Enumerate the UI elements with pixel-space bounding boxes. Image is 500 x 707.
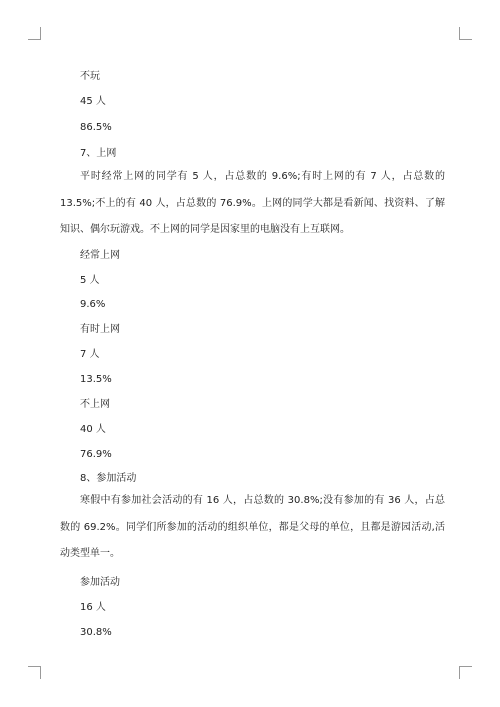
item-percent: 13.5% xyxy=(80,374,112,385)
item-label: 经常上网 xyxy=(80,250,120,261)
item-percent: 76.9% xyxy=(80,449,112,460)
text-line-percent: 86.5% xyxy=(80,122,112,133)
section-8-paragraph: 寒假中有参加社会活动的有 16 人，占总数的 30.8%;没有参加的有 36 人，占总数的 69.2%。同学们所参加的活动的组织单位，都是父母的单位，且都是游园活动,活动类型单一。 xyxy=(60,495,445,559)
section-8-heading: 8、参加活动 xyxy=(80,473,137,484)
text-line-no-play: 不玩 xyxy=(80,71,100,82)
text-line-count: 45 人 xyxy=(80,96,106,107)
item-label: 有时上网 xyxy=(80,324,120,335)
item-count: 16 人 xyxy=(80,602,106,613)
item-label: 不上网 xyxy=(80,399,110,410)
item-percent: 9.6% xyxy=(80,299,106,310)
crop-mark-bottom-left xyxy=(28,666,41,679)
item-count: 7 人 xyxy=(80,349,100,360)
section-7-heading: 7、上网 xyxy=(80,148,117,159)
crop-mark-top-left xyxy=(28,27,41,40)
crop-mark-bottom-right xyxy=(459,666,472,679)
section-7-paragraph: 平时经常上网的同学有 5 人，占总数的 9.6%;有时上网的有 7 人，占总数的 13.5%;不上的有 40 人，占总数的 76.9%。上网的同学大都是看新闻、找资料、了解知识、偶尔玩游戏。不上网的同学是因家里的电脑没有上互联网。 xyxy=(60,171,445,235)
item-count: 5 人 xyxy=(80,275,100,286)
item-label: 参加活动 xyxy=(80,577,120,588)
item-percent: 30.8% xyxy=(80,627,112,638)
item-count: 40 人 xyxy=(80,424,106,435)
crop-mark-top-right xyxy=(459,27,472,40)
